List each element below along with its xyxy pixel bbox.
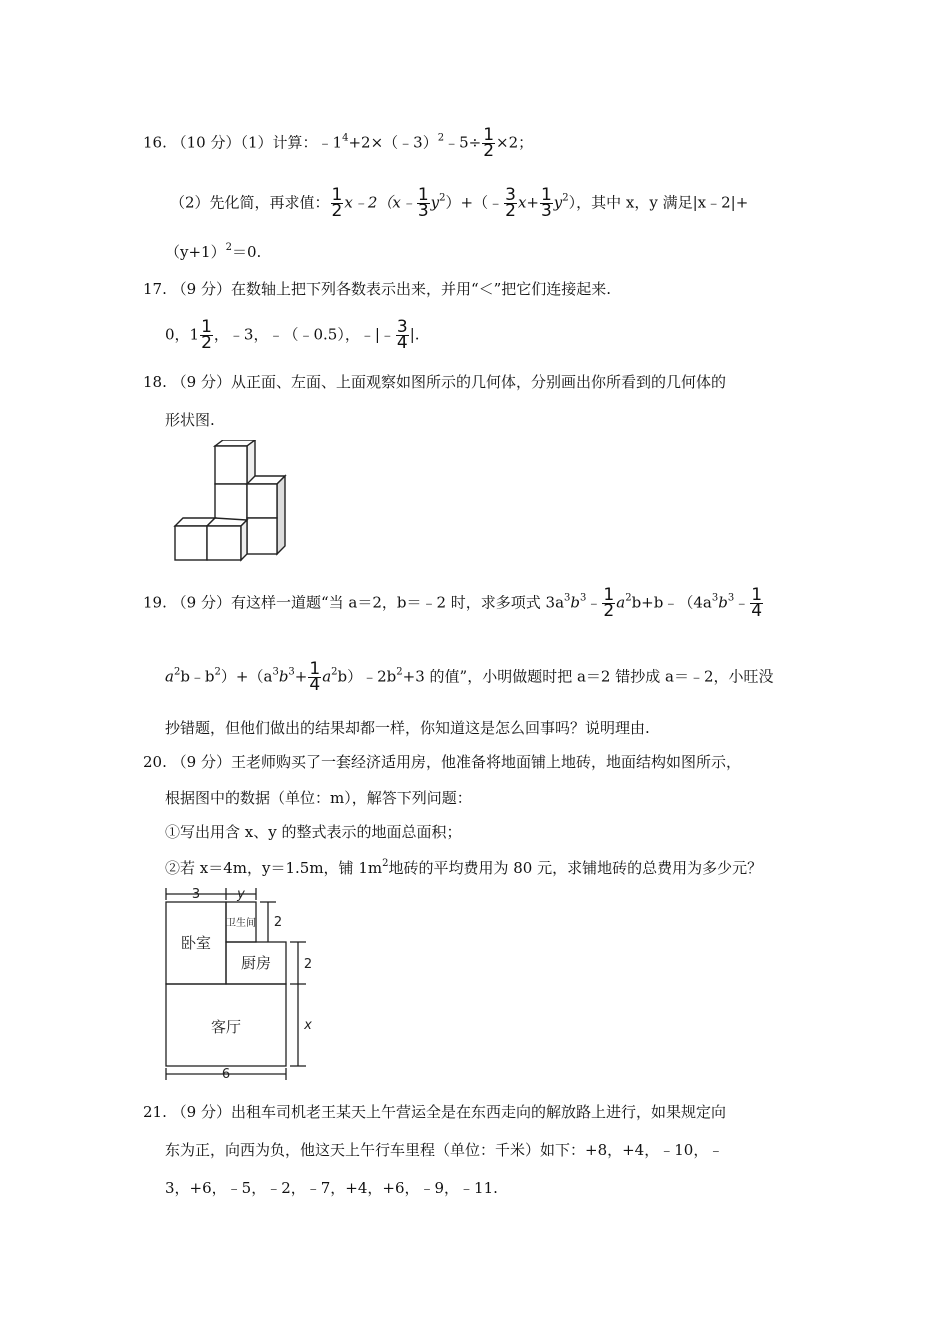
fraction: $\frac{1}{2}$: [201, 317, 212, 353]
fraction: $\frac{1}{2}$: [331, 185, 343, 221]
fraction: $\frac{1}{4}$: [309, 659, 321, 695]
q19-line3: 抄错题，但他们做出的结果却都一样，你知道这是怎么回事吗？说明理由.: [165, 719, 650, 737]
cube-front-face: [207, 526, 241, 560]
q20-number: 20.: [143, 753, 167, 771]
fraction: $\frac{1}{2}$: [483, 125, 495, 161]
q17-line1: 17. （9 分）在数轴上把下列各数表示出来，并用“＜”把它们连接起来.: [143, 280, 612, 298]
q19-line1: 19. （9 分）有这样一道题“当 a＝2，b＝﹣2 时，求多项式 $3a^3b^3﹣$ $\frac{1}{2}$ $a^2b+b﹣(4a^3b^3﹣$ $\frac{1}{4}$: [143, 585, 763, 621]
dim-top-y: y: [237, 887, 245, 902]
fraction: $\frac{1}{4}$: [751, 585, 763, 621]
q18-line1: 18. （9 分）从正面、左面、上面观察如图所示的几何体，分别画出你所看到的几何体的: [143, 373, 726, 391]
q16-line2: （2）先化简，再求值： $\frac{1}{2}$ x﹣2（x﹣ $\frac{1}{3}$ $y^2)+(﹣$ $\frac{3}{2}$ x+ $\frac{1}{3}$ $y^2$），其中 x，y 满足|x﹣2|+: [170, 185, 749, 221]
q21-line3: 3，+6，﹣5，﹣2，﹣7，+4，+6，﹣9，﹣11.: [165, 1179, 498, 1197]
q18-number: 18.: [143, 373, 167, 391]
kitchen-label: 厨房: [240, 954, 272, 972]
q16-line1: 16. （10 分）（1）计算：$﹣1^4+2\times(﹣3)^2﹣5\div$ $\frac{1}{2}$ ×2；: [143, 125, 534, 161]
fraction: $\frac{1}{3}$: [417, 185, 429, 221]
q19-number: 19.: [143, 593, 167, 612]
q21-line2: 东为正，向西为负，他这天上午行车里程（单位：千米）如下：+8，+4，﹣10，﹣: [165, 1141, 724, 1159]
dim-right-2: 2: [303, 957, 313, 972]
q18-line2: 形状图.: [165, 411, 215, 429]
cube-front-face: [215, 446, 247, 484]
dim-right-x: x: [304, 1018, 312, 1033]
q19-line2: $a^2b﹣b^2)+(a^3b^3+$ $\frac{1}{4}$ $a^2b)﹣2b^2+3$ 的值”，小明做题时把 a＝2 错抄成 a＝﹣2，小旺没: [165, 659, 774, 695]
cube-front-face: [247, 518, 277, 554]
fraction: $\frac{1}{3}$: [540, 185, 552, 221]
dim-top-left: 3: [191, 887, 201, 902]
floor-plan: [160, 886, 320, 1082]
living-label: 客厅: [210, 1018, 242, 1036]
fraction: $\frac{1}{2}$: [603, 585, 615, 621]
cube-front-face: [247, 484, 277, 518]
fraction: $\frac{3}{4}$: [396, 317, 408, 353]
q20-line1: 20. （9 分）王老师购买了一套经济适用房，他准备将地面铺上地砖，地面结构如图所示，: [143, 753, 741, 771]
cube-top-face: [207, 518, 247, 526]
q21-number: 21.: [143, 1103, 167, 1121]
q17-line2: 0，1 $\frac{1}{2}$ ，﹣3，﹣（﹣0.5），﹣|﹣ $\frac{3}{4}$ |.: [165, 317, 420, 353]
q20-line2: 根据图中的数据（单位：m），解答下列问题：: [165, 789, 472, 807]
bathroom-label: 卫生间: [226, 918, 256, 929]
q20-item1: ①写出用含 x、y 的整式表示的地面总面积；: [165, 823, 462, 841]
cube-figure: [165, 440, 295, 565]
dim-right-1: 2: [273, 915, 283, 930]
q16-number: 16.: [143, 133, 167, 152]
cube-side-face: [277, 476, 285, 554]
q17-number: 17.: [143, 280, 167, 298]
fraction: $\frac{3}{2}$: [505, 185, 516, 221]
bedroom-label: 卧室: [180, 934, 212, 952]
cube-front-face: [215, 484, 247, 522]
q21-line1: 21. （9 分）出租车司机老王某天上午营运全是在东西走向的解放路上进行，如果规定向: [143, 1103, 726, 1121]
q16-line3: $(y+1)^2=0$.: [165, 242, 262, 261]
cube-front-face: [175, 526, 207, 560]
cube-side-face: [241, 520, 247, 560]
q20-item2: ②若 x＝4m，y＝1.5m，铺 $1m^2$地砖的平均费用为 80 元，求铺地砖的总费用为多少元？: [165, 858, 763, 877]
dim-bottom: 6: [221, 1067, 231, 1082]
